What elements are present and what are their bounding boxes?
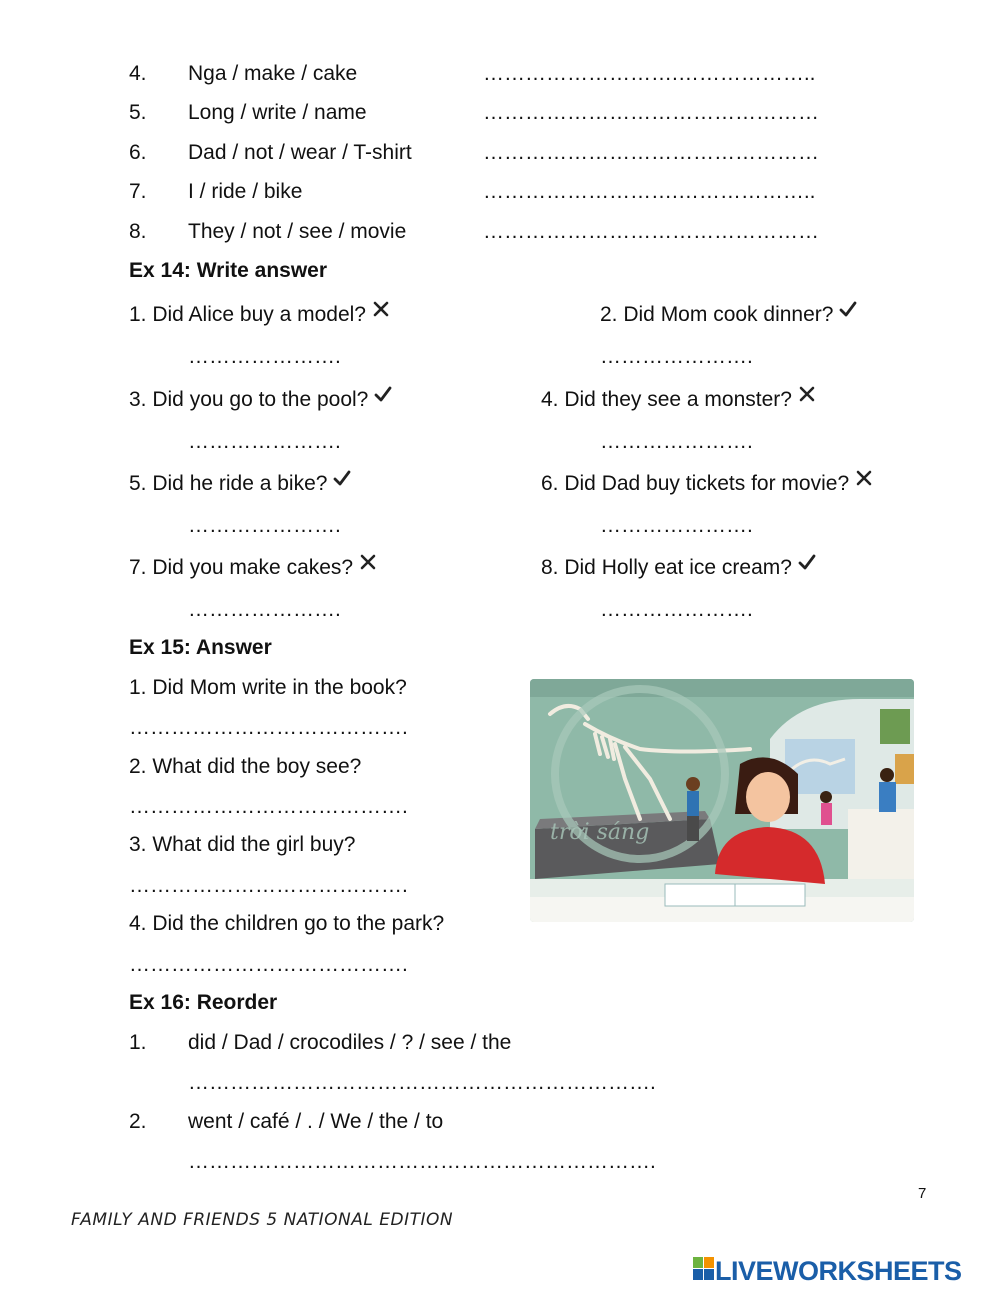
question-text: 2. Did Mom cook dinner?	[600, 303, 834, 326]
row-prompt: I / ride / bike	[188, 180, 303, 203]
ex14-question-2	[600, 300, 857, 325]
ex16-item-number-2: 2.	[129, 1110, 147, 1133]
ex15-answer-blank-3[interactable]: ………………………………….	[129, 874, 408, 897]
logo-text: LIVEWORKSHEETS	[715, 1255, 962, 1286]
check-icon	[798, 553, 816, 571]
question-text: 6. Did Dad buy tickets for movie?	[541, 472, 850, 495]
ex14-answer-blank-5[interactable]: ………………….	[188, 514, 341, 537]
question-text: 3. Did you go to the pool?	[129, 388, 369, 411]
ex14-question-7	[129, 553, 377, 578]
ex14-question-4	[541, 385, 816, 410]
ex15-answer-blank-1[interactable]: ………………………………….	[129, 716, 408, 739]
logo-blocks-icon	[693, 1257, 715, 1285]
liveworksheets-logo[interactable]	[693, 1257, 962, 1285]
page-number: 7	[918, 1185, 927, 1202]
ex14-answer-blank-8[interactable]: ………………….	[600, 598, 753, 621]
row-number: 6.	[129, 141, 147, 164]
check-icon	[374, 385, 392, 403]
ex16-heading: Ex 16: Reorder	[129, 991, 278, 1014]
ex14-answer-blank-4[interactable]: ………………….	[600, 430, 753, 453]
question-text: 8. Did Holly eat ice cream?	[541, 556, 792, 579]
ex14-question-8	[541, 553, 816, 578]
picture-watermark-text: trời sáng	[550, 820, 650, 845]
ex15-question-1: 1. Did Mom write in the book?	[129, 676, 407, 699]
row-number: 4.	[129, 62, 147, 85]
ex14-answer-blank-7[interactable]: ………………….	[188, 598, 341, 621]
ex15-answer-blank-4[interactable]: ………………………………….	[129, 953, 408, 976]
ex16-answer-blank-2[interactable]: ………………………………………………………….	[188, 1150, 656, 1173]
question-text: 1. Did Alice buy a model?	[129, 303, 366, 326]
ex15-answer-blank-2[interactable]: ………………………………….	[129, 795, 408, 818]
cross-icon	[855, 469, 873, 487]
check-icon	[333, 469, 351, 487]
ex14-question-1	[129, 300, 390, 325]
ex14-answer-blank-6[interactable]: ………………….	[600, 514, 753, 537]
row-prompt: Nga / make / cake	[188, 62, 358, 85]
question-text: 4. Did they see a monster?	[541, 388, 792, 411]
ex14-answer-blank-1[interactable]: ………………….	[188, 345, 341, 368]
row-prompt: They / not / see / movie	[188, 220, 407, 243]
ex16-answer-blank-1[interactable]: ………………………………………………………….	[188, 1071, 656, 1094]
ex14-answer-blank-3[interactable]: ………………….	[188, 430, 341, 453]
row-prompt: Dad / not / wear / T-shirt	[188, 141, 412, 164]
cross-icon	[359, 553, 377, 571]
row-number: 7.	[129, 180, 147, 203]
answer-blank[interactable]: ……………………….………………..	[483, 62, 816, 85]
ex16-item-prompt-2: went / café / . / We / the / to	[188, 1110, 444, 1133]
cross-icon	[798, 385, 816, 403]
museum-illustration	[530, 679, 914, 922]
book-title: FAMILY AND FRIENDS 5 NATIONAL EDITION	[71, 1210, 454, 1230]
ex15-heading: Ex 15: Answer	[129, 636, 272, 659]
answer-blank[interactable]: …………………………………………	[483, 141, 819, 164]
row-prompt: Long / write / name	[188, 101, 367, 124]
ex14-question-5	[129, 469, 351, 494]
ex15-question-4: 4. Did the children go to the park?	[129, 912, 445, 935]
answer-blank[interactable]: …………………………………………	[483, 220, 819, 243]
ex16-item-prompt-1: did / Dad / crocodiles / ? / see / the	[188, 1031, 512, 1054]
row-number: 5.	[129, 101, 147, 124]
question-text: 7. Did you make cakes?	[129, 556, 354, 579]
ex15-question-2: 2. What did the boy see?	[129, 755, 362, 778]
answer-blank[interactable]: ……………………….………………..	[483, 180, 816, 203]
ex14-heading: Ex 14: Write answer	[129, 259, 328, 282]
answer-blank[interactable]: …………………………………………	[483, 101, 819, 124]
check-icon	[839, 300, 857, 318]
question-text: 5. Did he ride a bike?	[129, 472, 328, 495]
ex14-answer-blank-2[interactable]: ………………….	[600, 345, 753, 368]
cross-icon	[372, 300, 390, 318]
ex14-question-6	[541, 469, 873, 494]
ex14-question-3	[129, 385, 392, 410]
ex16-item-number-1: 1.	[129, 1031, 147, 1054]
row-number: 8.	[129, 220, 147, 243]
ex15-question-3: 3. What did the girl buy?	[129, 833, 356, 856]
